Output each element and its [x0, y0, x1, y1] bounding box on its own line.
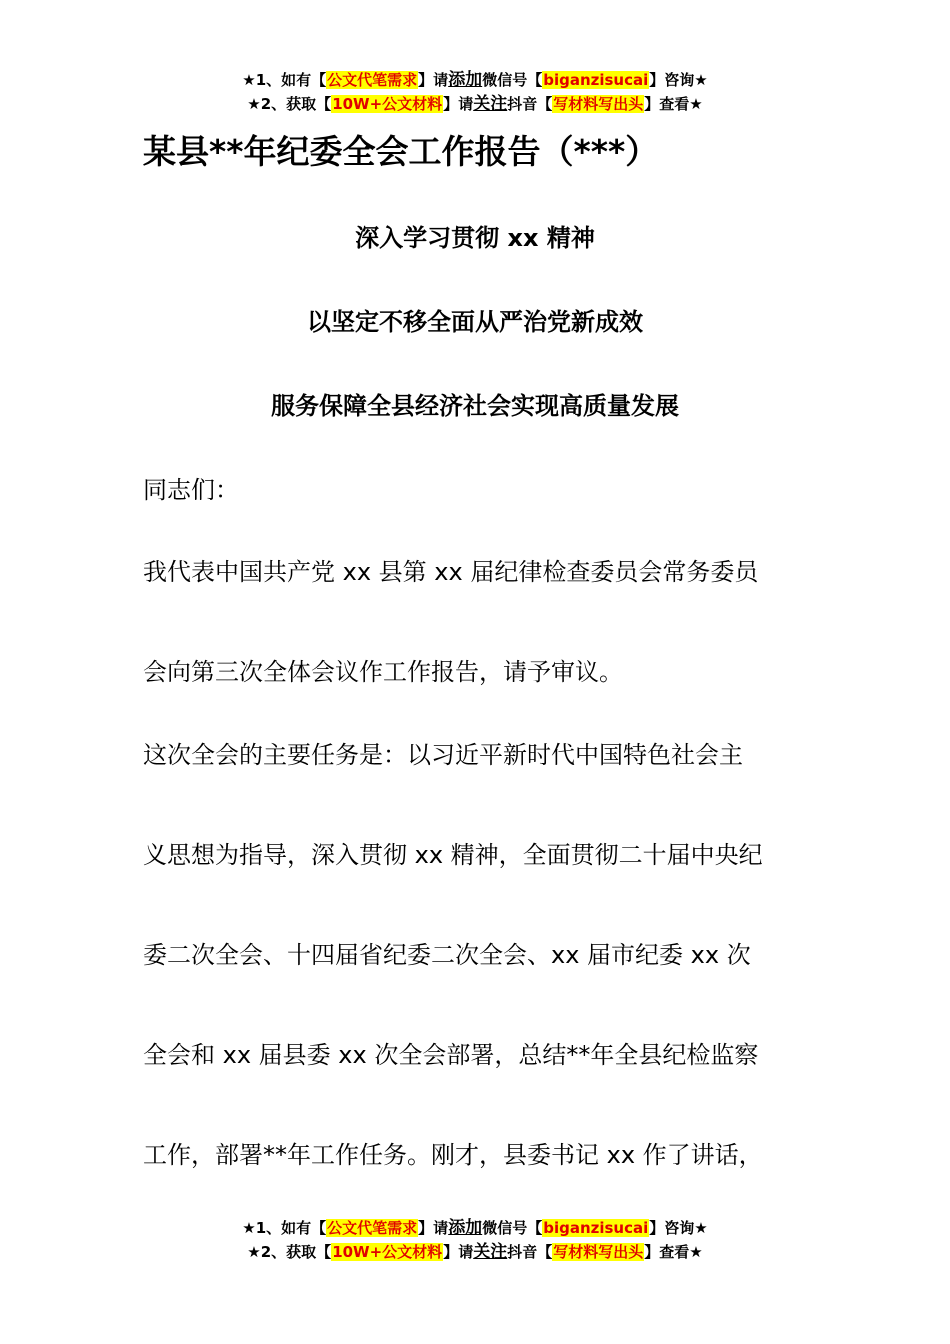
banner-text: 抖音【 — [507, 1243, 553, 1261]
salutation: 同志们： — [143, 476, 239, 504]
banner-underline: 添加 — [448, 70, 483, 90]
banner-text: 】查看★ — [644, 95, 703, 113]
banner-underline: 关注 — [473, 1242, 508, 1262]
body-line: 会向第三次全体会议作工作报告，请予审议。 — [143, 658, 623, 686]
banner-underline: 添加 — [448, 1218, 483, 1238]
banner-line-2 — [0, 92, 950, 116]
banner-underline: 关注 — [473, 94, 508, 114]
body-line: 义思想为指导，深入贯彻 xx 精神，全面贯彻二十届中央纪 — [143, 841, 763, 869]
subtitle: 深入学习贯彻 xx 精神 — [355, 224, 595, 252]
banner-text: 】请 — [443, 1243, 474, 1261]
banner-text: 微信号【 — [482, 71, 543, 89]
body-line: 我代表中国共产党 xx 县第 xx 届纪律检查委员会常务委员 — [143, 558, 759, 586]
body-line: 这次全会的主要任务是：以习近平新时代中国特色社会主 — [143, 741, 743, 769]
banner-text: 】咨询★ — [649, 1219, 708, 1237]
subtitle: 以坚定不移全面从严治党新成效 — [307, 308, 643, 336]
banner-highlight: 公文代笔需求 — [327, 71, 418, 89]
banner-line-1 — [0, 1216, 950, 1240]
banner-line-2 — [0, 1240, 950, 1264]
banner-highlight: 10W+公文材料 — [332, 95, 443, 113]
banner-highlight: biganzisucai — [543, 71, 649, 89]
document-title: 某县**年纪委全会工作报告（***） — [143, 132, 659, 171]
body-line: 工作，部署**年工作任务。刚才，县委书记 xx 作了讲话， — [143, 1141, 763, 1169]
body-line: 委二次全会、十四届省纪委二次全会、xx 届市纪委 xx 次 — [143, 941, 751, 969]
banner-text: ★2、获取【 — [247, 1243, 332, 1261]
banner-highlight: 写材料写出头 — [553, 1243, 644, 1261]
banner-text: ★2、获取【 — [247, 95, 332, 113]
banner-text: 】请 — [443, 95, 474, 113]
banner-text: 】咨询★ — [649, 71, 708, 89]
subtitle: 服务保障全县经济社会实现高质量发展 — [271, 392, 679, 420]
header-banner — [0, 68, 950, 116]
footer-banner — [0, 1216, 950, 1264]
banner-text: 】请 — [418, 71, 449, 89]
banner-text: 微信号【 — [482, 1219, 543, 1237]
banner-text: 】请 — [418, 1219, 449, 1237]
banner-text: ★1、如有【 — [242, 1219, 327, 1237]
banner-text: ★1、如有【 — [242, 71, 327, 89]
banner-highlight: 10W+公文材料 — [332, 1243, 443, 1261]
banner-line-1 — [0, 68, 950, 92]
banner-highlight: 公文代笔需求 — [327, 1219, 418, 1237]
banner-text: 抖音【 — [507, 95, 553, 113]
banner-highlight: biganzisucai — [543, 1219, 649, 1237]
banner-highlight: 写材料写出头 — [553, 95, 644, 113]
body-line: 全会和 xx 届县委 xx 次全会部署，总结**年全县纪检监察 — [143, 1041, 759, 1069]
banner-text: 】查看★ — [644, 1243, 703, 1261]
